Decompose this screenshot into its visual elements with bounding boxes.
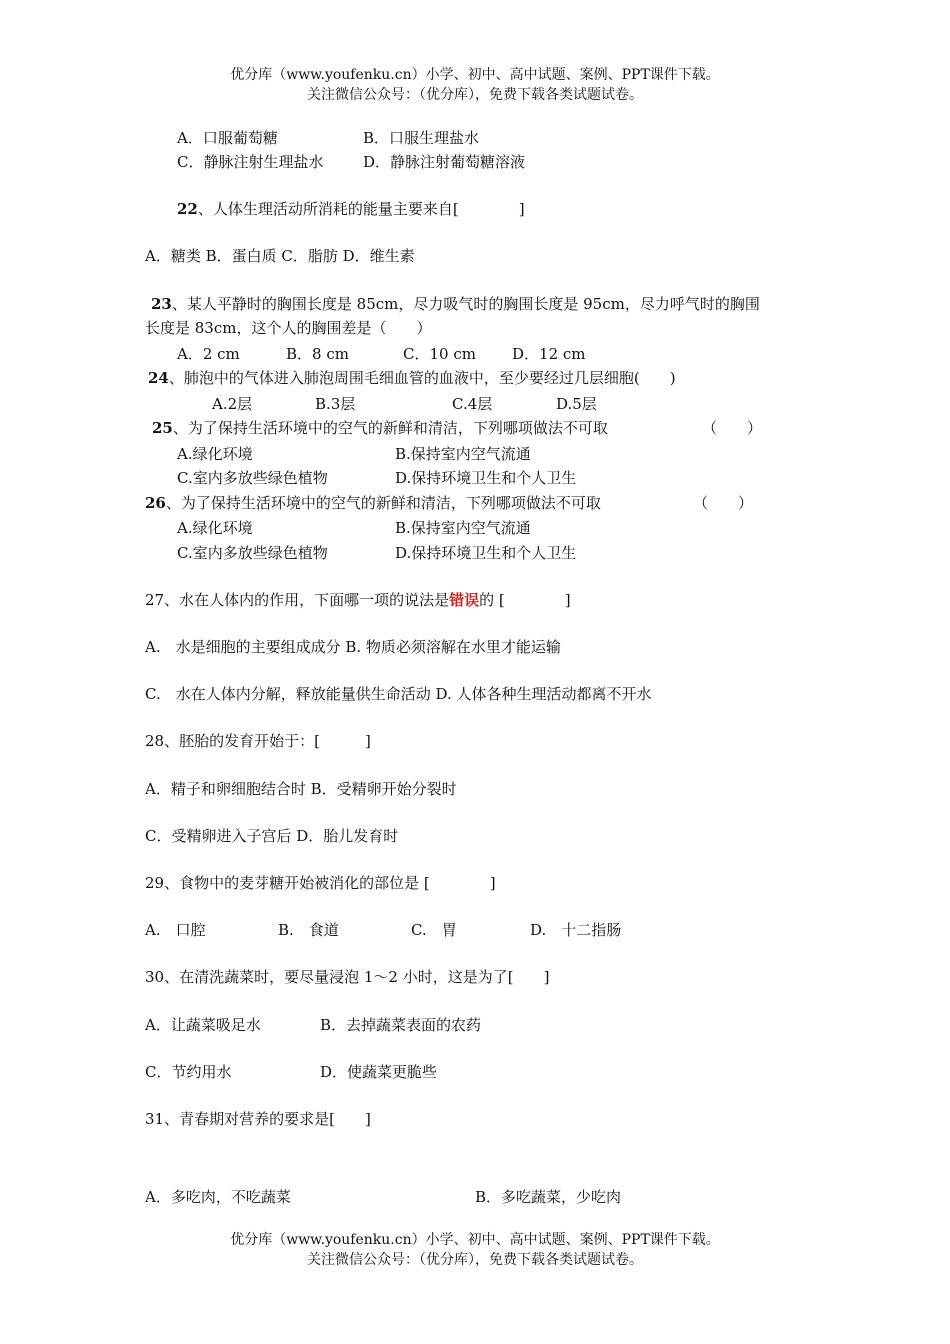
q29-question: 29、食物中的麦芽糖开始被消化的部位是 [ ] bbox=[145, 874, 496, 892]
q22-options: A．糖类 B．蛋白质 C．脂肪 D．维生素 bbox=[145, 247, 415, 265]
q23-question-line1 bbox=[151, 294, 760, 314]
q27-highlight: 错误 bbox=[449, 591, 480, 609]
q28-question: 28、胚胎的发育开始于：[ ] bbox=[145, 732, 371, 750]
q30-option-b: B．去掉蔬菜表面的农药 bbox=[320, 1016, 482, 1034]
page-header-line2: 关注微信公众号：（优分库），免费下载各类试题试卷。 bbox=[307, 87, 643, 103]
q25-number: 25 bbox=[152, 419, 173, 437]
q23-option-b: B．8 cm bbox=[286, 345, 349, 363]
q26-question bbox=[145, 493, 601, 513]
q22-text: 、人体生理活动所消耗的能量主要来自[ ] bbox=[197, 200, 525, 218]
q27-prefix: 27、水在人体内的作用，下面哪一项的说法是 bbox=[145, 591, 450, 609]
page-header-line1: 优分库（www.youfenku.cn）小学、初中、高中试题、案例、PPT课件下载。 bbox=[230, 67, 720, 83]
q23-text-line1: 、某人平静时的胸围长度是 85cm，尽力吸气时的胸围长度是 95cm，尽力呼气时的胸围 bbox=[171, 295, 760, 313]
q24-option-b: B.3层 bbox=[315, 395, 356, 413]
q25-option-b: B.保持室内空气流通 bbox=[395, 445, 531, 463]
q29-option-a: A. 口腔 bbox=[145, 921, 206, 939]
q24-number: 24 bbox=[148, 369, 169, 387]
q28-options-ab: A．精子和卵细胞结合时 B．受精卵开始分裂时 bbox=[145, 780, 457, 798]
q31-question: 31、青春期对营养的要求是[ ] bbox=[145, 1110, 371, 1128]
q26-option-a: A.绿化环境 bbox=[177, 519, 253, 537]
q24-option-a: A.2层 bbox=[212, 395, 253, 413]
q26-option-c: C.室内多放些绿色植物 bbox=[177, 544, 328, 562]
q29-option-b: B. 食道 bbox=[278, 921, 339, 939]
q24-option-c: C.4层 bbox=[452, 395, 493, 413]
q24-question bbox=[148, 368, 676, 388]
q22-number: 22 bbox=[177, 200, 198, 218]
q27-suffix: 的 [ ] bbox=[479, 591, 571, 609]
q24-text: 、肺泡中的气体进入肺泡周围毛细血管的血液中，至少要经过几层细胞( ) bbox=[168, 369, 676, 387]
q28-options-cd: C．受精卵进入子宫后 D．胎儿发育时 bbox=[145, 827, 399, 845]
q21-option-b: B．口服生理盐水 bbox=[363, 129, 480, 147]
q23-option-c: C．10 cm bbox=[403, 345, 476, 363]
q30-option-c: C．节约用水 bbox=[145, 1063, 232, 1081]
q22-question bbox=[177, 199, 525, 219]
q30-question: 30、在清洗蔬菜时，要尽量浸泡 1～2 小时，这是为了[ ] bbox=[145, 968, 550, 986]
q30-option-d: D．使蔬菜更脆些 bbox=[320, 1063, 438, 1081]
q27-options-ab: A. 水是细胞的主要组成成分 B. 物质必须溶解在水里才能运输 bbox=[145, 638, 561, 656]
q25-question bbox=[152, 418, 608, 438]
q25-text: 、为了保持生活环境中的空气的新鲜和清洁，下列哪项做法不可取 bbox=[172, 419, 608, 437]
q23-option-d: D．12 cm bbox=[512, 345, 586, 363]
q21-option-c: C．静脉注射生理盐水 bbox=[177, 153, 324, 171]
q25-option-a: A.绿化环境 bbox=[177, 445, 253, 463]
q23-question-line2: 长度是 83cm，这个人的胸围差是（ ） bbox=[145, 319, 432, 337]
page-footer-line1: 优分库（www.youfenku.cn）小学、初中、高中试题、案例、PPT课件下载。 bbox=[230, 1232, 720, 1248]
q21-option-d: D．静脉注射葡萄糖溶液 bbox=[363, 153, 526, 171]
q25-answer-paren: （ ） bbox=[702, 419, 763, 437]
q26-number: 26 bbox=[145, 494, 166, 512]
q25-option-c: C.室内多放些绿色植物 bbox=[177, 469, 328, 487]
q25-option-d: D.保持环境卫生和个人卫生 bbox=[395, 469, 577, 487]
q21-option-a: A．口服葡萄糖 bbox=[177, 129, 278, 147]
q30-option-a: A．让蔬菜吸足水 bbox=[145, 1016, 261, 1034]
q26-answer-paren: （ ） bbox=[693, 494, 754, 512]
q23-option-a: A．2 cm bbox=[177, 345, 240, 363]
q26-text: 、为了保持生活环境中的空气的新鲜和清洁，下列哪项做法不可取 bbox=[165, 494, 601, 512]
page-footer-line2: 关注微信公众号：（优分库），免费下载各类试题试卷。 bbox=[307, 1252, 643, 1268]
q24-option-d: D.5层 bbox=[556, 395, 597, 413]
q26-option-d: D.保持环境卫生和个人卫生 bbox=[395, 544, 577, 562]
q23-number: 23 bbox=[151, 295, 172, 313]
q27-question bbox=[145, 590, 571, 610]
q27-options-cd: C. 水在人体内分解，释放能量供生命活动 D. 人体各种生理活动都离不开水 bbox=[145, 685, 652, 703]
q31-option-a: A．多吃肉，不吃蔬菜 bbox=[145, 1188, 291, 1206]
q31-option-b: B．多吃蔬菜，少吃肉 bbox=[475, 1188, 622, 1206]
q26-option-b: B.保持室内空气流通 bbox=[395, 519, 531, 537]
q29-option-c: C. 胃 bbox=[411, 921, 457, 939]
q29-option-d: D. 十二指肠 bbox=[530, 921, 622, 939]
